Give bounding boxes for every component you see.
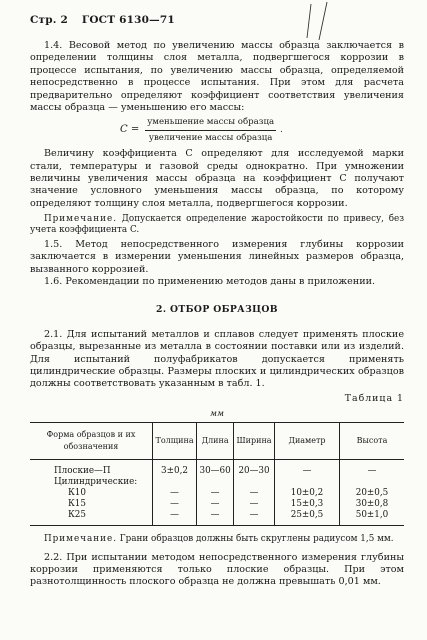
table-cell: К25 [30,510,153,526]
table-cell: — [153,488,197,499]
table-cell: — [197,510,234,526]
table-cell [340,477,405,488]
table-cell: 25±0,5 [275,510,340,526]
table-cell [275,477,340,488]
table-row [30,510,404,526]
page-number: Стр. 2 [30,14,69,26]
paragraph-2-2: 2.2. При испытании методом непосредственного измерения глубины коррозии применяются только плоские образцы. При этом разнотолщинность плоского образца не должна превышать 0,01 мм. [30,551,404,588]
table-cell: 10±0,2 [275,488,340,499]
formula-tail: . [280,125,283,136]
table-cell: 30±0,8 [340,499,405,510]
table-cell: 15±0,3 [275,499,340,510]
table-cell: Плоские—П [54,466,111,477]
table-unit: мм [210,408,224,419]
formula-fraction [145,116,276,144]
table-cell: — [153,510,197,526]
table-header-cell: Длина [197,422,234,460]
note-2 [30,534,404,545]
table-cell: К15 [68,499,87,510]
table-row [30,460,404,478]
table-cell [197,477,234,488]
section-title: 2. ОТБОР ОБРАЗЦОВ [156,304,278,316]
table-cell: — [153,499,197,510]
page-header [30,14,175,26]
table-header-row [30,422,404,460]
formula-lhs: C = [120,124,140,136]
paragraph-1-6: 1.6. Рекомендации по применению методов даны в приложении. [44,275,376,287]
table-header-cell: Высота [340,422,405,460]
table-row [30,488,404,499]
table-cell: 3±0,2 [153,460,197,478]
note-2-text: Грани образцов должны быть скруглены радиусом 1,5 мм. [117,534,394,545]
table-cell: — [275,460,340,478]
gost-number: ГОСТ 6130—71 [81,14,175,26]
table-cell: — [340,460,405,478]
note-1 [30,214,404,236]
table-header-cell: Диаметр [275,422,340,460]
table-header-cell: Толщина [153,422,197,460]
table-caption: Таблица 1 [344,392,404,404]
formula-denominator: увеличение массы образца [148,132,273,143]
table-cell: — [234,510,275,526]
note-2-label: Примечание. [44,534,118,545]
formula-numerator: уменьшение массы образца [145,116,276,130]
note-1-label: Примечание. [44,214,118,225]
table-row [30,499,404,510]
paragraph-2-1: 2.1. Для испытаний металлов и сплавов следует применять плоские образцы, вырезанные из металла в состоянии поставки или из изделий. Для испытаний полуфабрикатов допускается применять цилиндрические образцы. Размеры плоских и цилиндрических образцов должны соответствовать указанным в табл. 1. [30,328,404,390]
table-cell: — [197,499,234,510]
table-cell: 20—30 [234,460,275,478]
note-1-text: Допускается определение жаростойкости по привесу, без учета коэффициента C. [30,214,404,236]
document-body [30,40,404,589]
table-cell: 50±1,0 [340,510,405,526]
table-header-cell: Ширина [234,422,275,460]
table-cell: — [197,488,234,499]
samples-table [30,422,404,527]
table-cell: — [234,499,275,510]
table-cell: 30—60 [197,460,234,478]
paragraph-1-4: 1.4. Весовой метод по увеличению массы образца заключается в определении толщины слоя металла, подвергшегося коррозии в процессе испытания, по увеличению массы образца, определяемой непосредственно в процессе испытания. При этом для расчета предварительно определяют коэффициент соответствия увеличения массы образца — уменьшению его массы: [30,40,404,114]
table-cell: 20±0,5 [340,488,405,499]
table-cell [234,477,275,488]
paragraph-1-4b: Величину коэффициента C определяют для исследуемой марки стали, температуры и газовой среды однократно. При умножении величины увеличения массы образца на коэффициент C получают значение условного уменьшения массы образца, по которому определяют толщину слоя металла, подвергшегося коррозии. [30,148,404,209]
table-cell: — [234,488,275,499]
pen-marks-icon [305,0,345,40]
table-cell: Цилиндрические: [54,477,138,488]
table-cell: К10 [68,488,87,499]
table-cell [153,477,197,488]
paragraph-1-5: 1.5. Метод непосредственного измерения глубины коррозии заключается в измерении уменьшения линейных размеров образца, вызванного коррозией. [30,238,404,275]
table-row [30,477,404,488]
table-header-cell: Форма образцов и их обозначения [30,422,153,460]
formula [120,116,404,144]
